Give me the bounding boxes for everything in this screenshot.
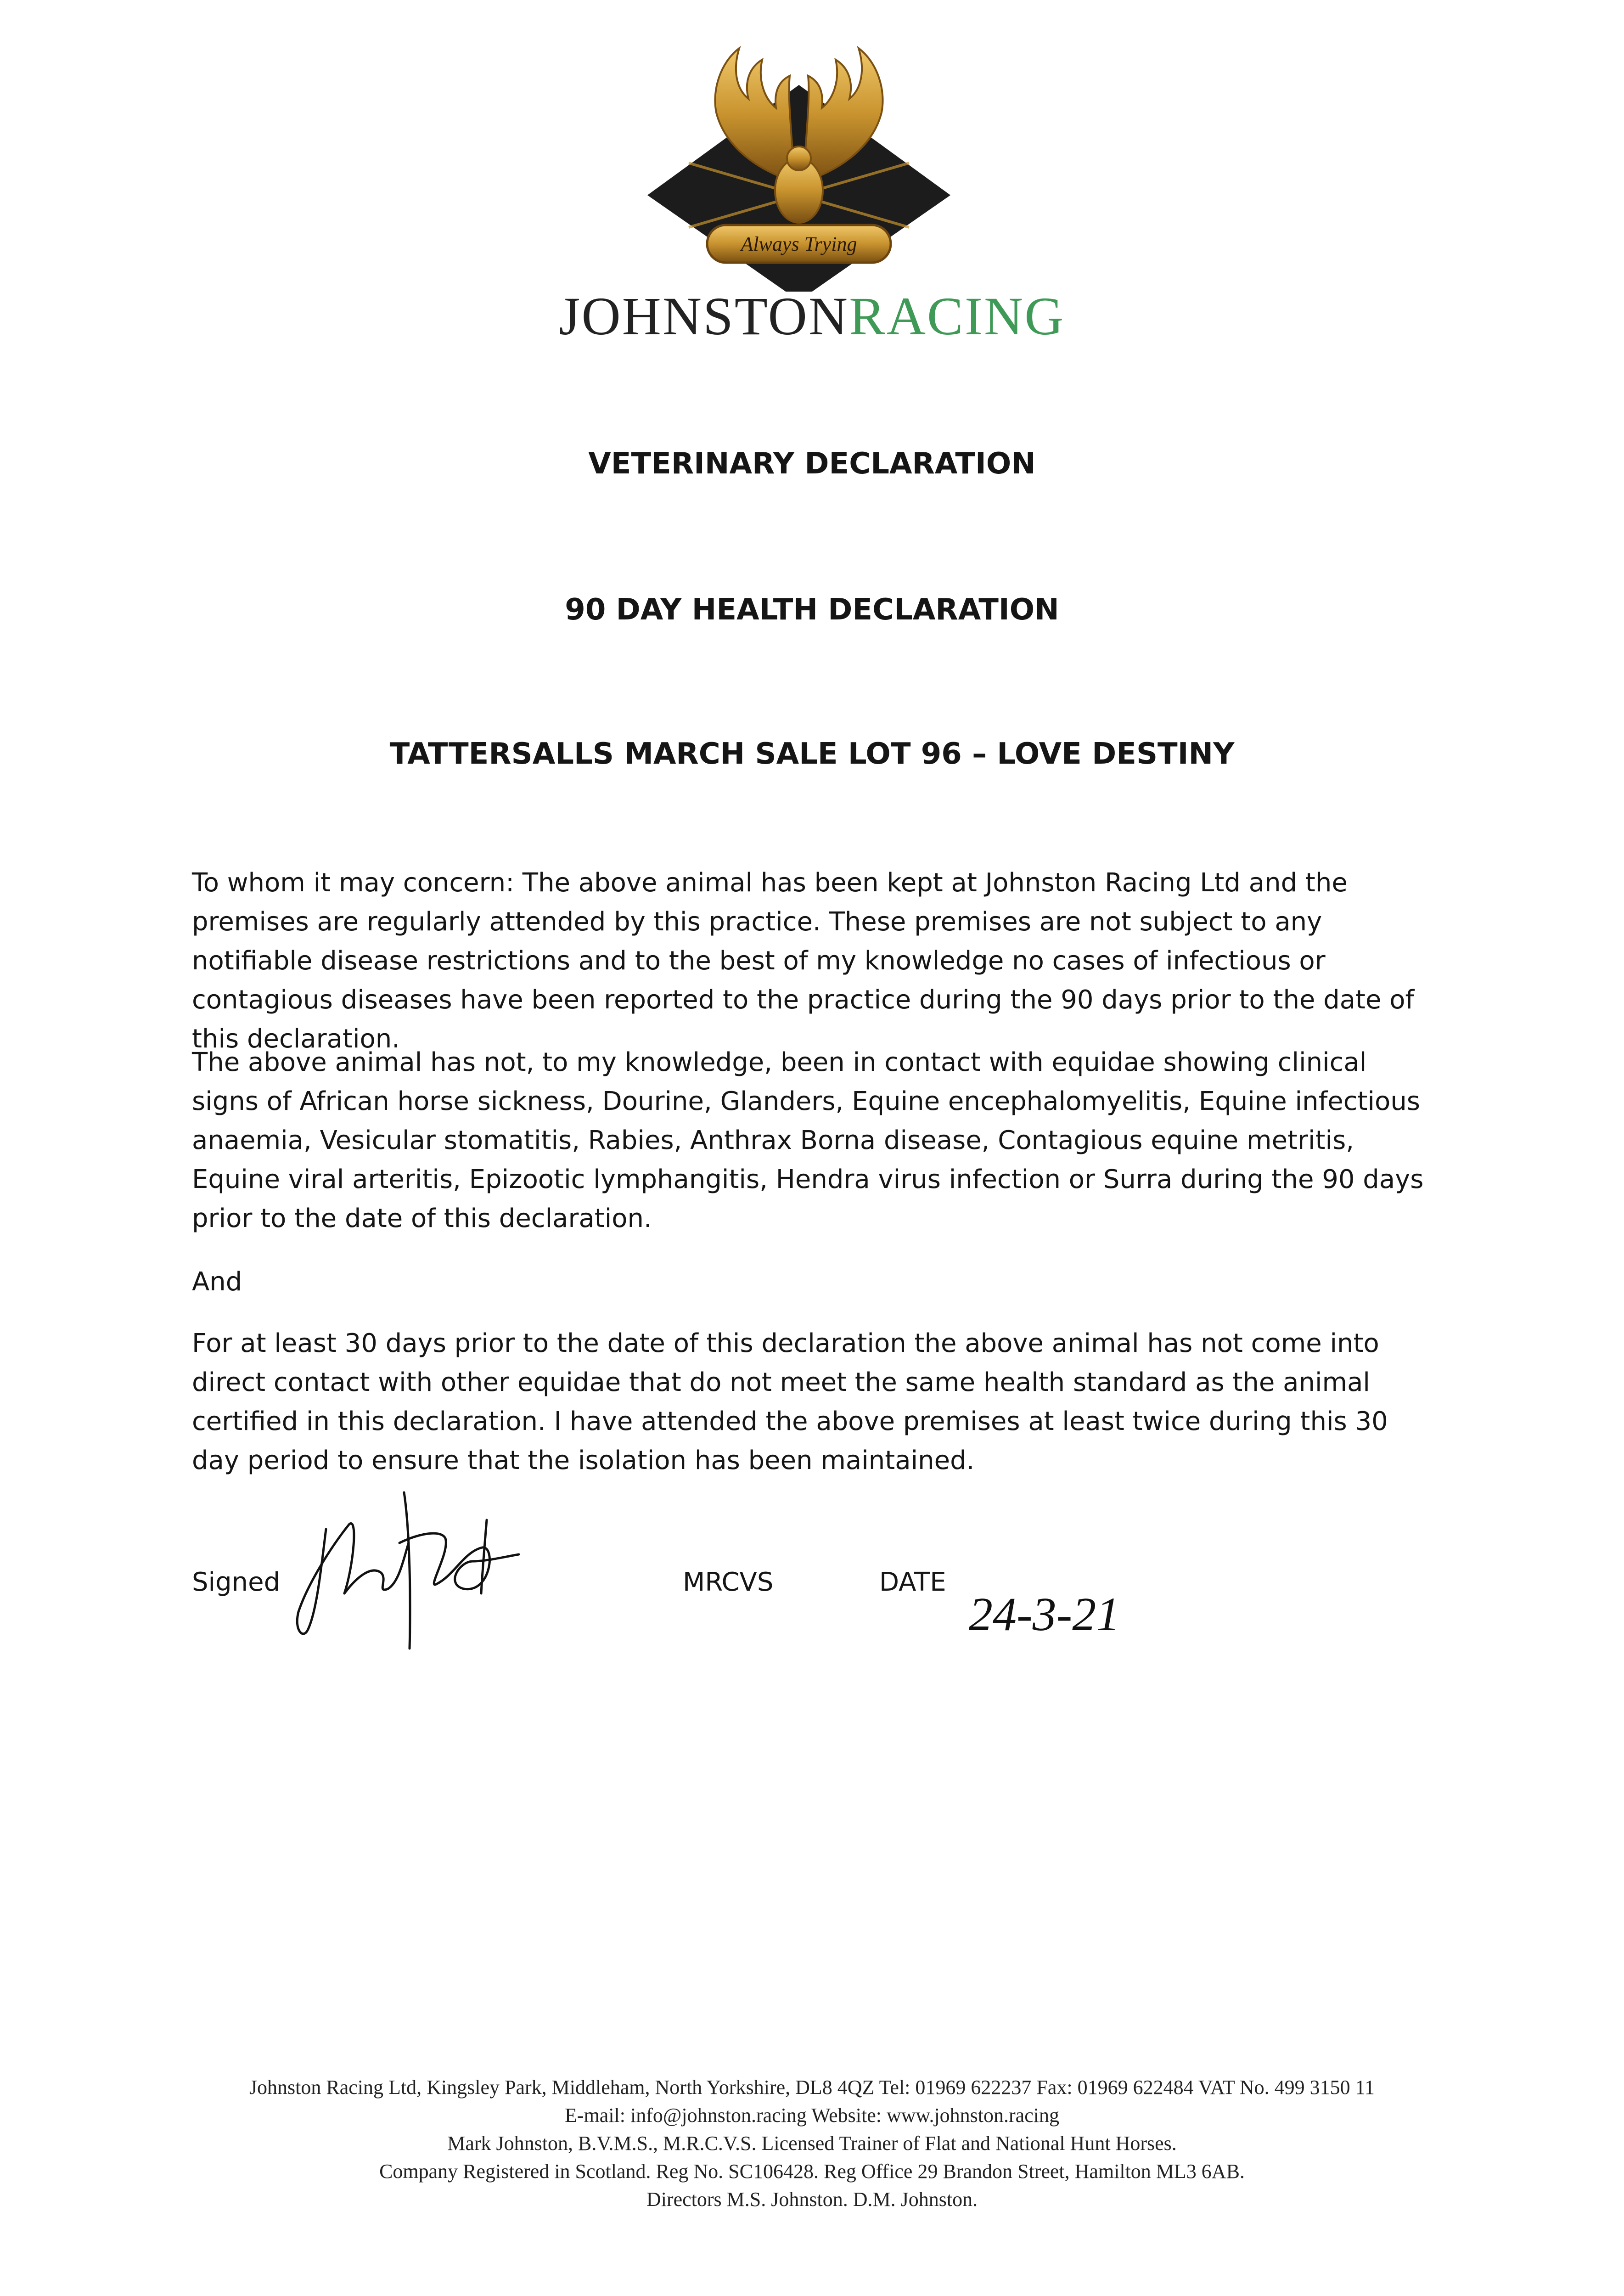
handwritten-date-graphic — [964, 1580, 1120, 1653]
footer-trainer-line: Mark Johnston, B.V.M.S., M.R.C.V.S. Licensed Trainer of Flat and National Hunt Horses. — [447, 2132, 1177, 2155]
body-paragraph-2 — [192, 1043, 1432, 1238]
paragraph-text: To whom it may concern: The above animal has been kept at Johnston Racing Ltd and the premises are regularly attended by this practice. These premises are not subject to any notifiable disease restrictions and to the best of my knowledge no cases of infectious or contagious diseases have been reported to the practice during the 90 days prior to the date of this declaration. — [192, 868, 1415, 1054]
signature-strokes — [289, 1474, 528, 1658]
handwritten-date — [964, 1580, 1120, 1653]
mrcvs-label: MRCVS — [683, 1567, 774, 1597]
handwritten-signature — [289, 1474, 528, 1658]
date-label: DATE — [879, 1567, 946, 1597]
footer-address-line: Johnston Racing Ltd, Kingsley Park, Middleham, North Yorkshire, DL8 4QZ Tel: 01969 622237 Fax: 01969 622484 VAT No. 499 3150 11 — [249, 2076, 1375, 2099]
paragraph-text: And — [192, 1267, 242, 1297]
paragraph-text: For at least 30 days prior to the date of this declaration the above animal has not come into direct contact with other equidae that do not meet the same health standard as the animal certified in this declaration. I have attended the above premises at least twice during this 30 day period to ensure that the isolation has been maintained. — [192, 1328, 1388, 1475]
body-paragraph-4 — [192, 1324, 1432, 1480]
company-footer — [0, 2073, 1624, 2213]
footer-contact-line: E-mail: info@johnston.racing Website: www.johnston.racing — [565, 2104, 1059, 2127]
body-paragraph-1 — [192, 863, 1432, 1058]
footer-registration-line: Company Registered in Scotland. Reg No. SC106428. Reg Office 29 Brandon Street, Hamilton ML3 6AB. — [379, 2160, 1245, 2183]
brand-wordmark — [0, 286, 1624, 346]
document-title: VETERINARY DECLARATION — [588, 447, 1036, 481]
lot-heading: TATTERSALLS MARCH SALE LOT 96 – LOVE DESTINY — [389, 737, 1235, 771]
signed-label: Signed — [192, 1567, 281, 1597]
document-subtitle: 90 DAY HEALTH DECLARATION — [565, 593, 1059, 627]
phoenix-head — [787, 146, 811, 170]
phoenix-logo-graphic — [634, 44, 964, 292]
motto-text: Always Trying — [741, 233, 857, 255]
footer-directors-line: Directors M.S. Johnston. D.M. Johnston. — [646, 2188, 978, 2211]
brand-racing: RACING — [849, 286, 1065, 346]
phoenix-logo — [634, 44, 964, 292]
paragraph-text: The above animal has not, to my knowledge, been in contact with equidae showing clinical signs of African horse sickness, Dourine, Glanders, Equine encephalomyelitis, Equine infectious anaemia, Vesicular stomatitis, Rabies, Anthrax Borna disease, Contagious equine metritis, Equine viral arteritis, Epizootic lymphangitis, Hendra virus infection or Surra during the 90 days prior to the date of this declaration. — [192, 1047, 1424, 1233]
handwritten-date-text: 24-3-21 — [969, 1588, 1120, 1641]
body-paragraph-3 — [192, 1262, 1432, 1301]
brand-johnston: JOHNSTON — [559, 286, 849, 346]
